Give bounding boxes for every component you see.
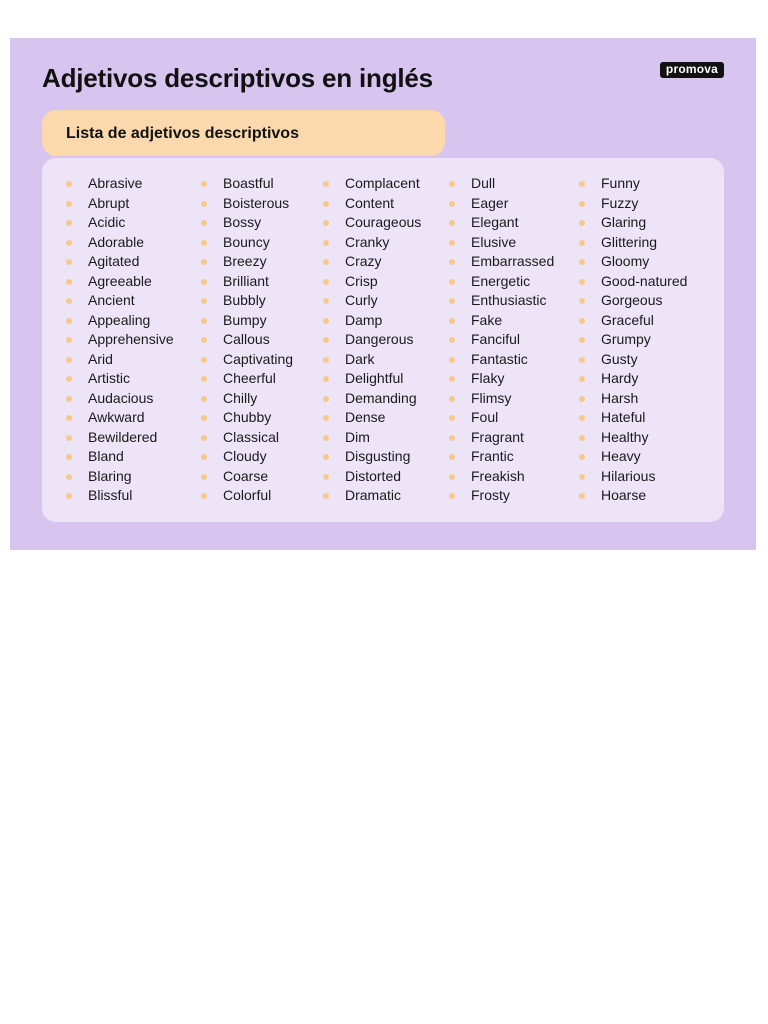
list-item-label: Artistic: [88, 370, 130, 386]
list-item-label: Callous: [223, 331, 270, 347]
list-item: [323, 252, 421, 272]
list-item: [579, 213, 687, 233]
list-item: [201, 369, 293, 389]
list-item: [323, 233, 421, 253]
bullet-icon: [449, 435, 455, 441]
adjective-column-3: [323, 174, 421, 506]
bullet-icon: [323, 415, 329, 421]
bullet-icon: [579, 474, 585, 480]
list-item: [579, 252, 687, 272]
list-item: [579, 311, 687, 331]
list-item-label: Flimsy: [471, 389, 512, 406]
list-item-label: Fantastic: [471, 350, 528, 367]
bullet-icon: [449, 376, 455, 382]
list-item-label: Disgusting: [345, 448, 411, 464]
list-item: [66, 389, 174, 409]
bullet-icon: [579, 181, 585, 187]
list-item-label: Dark: [345, 350, 375, 367]
list-item: [201, 447, 293, 467]
list-item: [66, 272, 174, 292]
bullet-icon: [323, 376, 329, 382]
bullet-icon: [579, 493, 585, 499]
list-item-label: Coarse: [223, 467, 269, 484]
bullet-icon: [579, 454, 585, 460]
adjective-column-1: [66, 174, 174, 506]
bullet-icon: [201, 396, 207, 402]
bullet-icon: [66, 337, 72, 343]
bullet-icon: [66, 435, 72, 441]
list-item: [579, 291, 687, 311]
list-item: [579, 330, 687, 350]
list-item-label: Bumpy: [223, 311, 267, 328]
list-item: [449, 252, 554, 272]
list-item-label: Frosty: [471, 487, 510, 503]
bullet-icon: [449, 259, 455, 265]
list-item: [449, 486, 554, 506]
bullet-icon: [323, 298, 329, 304]
adjective-column-2: [201, 174, 293, 506]
bullet-icon: [201, 454, 207, 460]
bullet-icon: [66, 279, 72, 285]
list-item-label: Bland: [88, 448, 124, 464]
list-item: [201, 252, 293, 272]
list-item: [579, 272, 687, 292]
list-item-label: Classical: [223, 428, 280, 445]
list-item-label: Heavy: [601, 448, 641, 464]
list-item-label: Ancient: [88, 292, 135, 308]
list-item: [201, 272, 293, 292]
list-item-label: Fuzzy: [601, 194, 639, 211]
bullet-icon: [201, 298, 207, 304]
list-item-label: Healthy: [601, 428, 649, 445]
bullet-icon: [323, 435, 329, 441]
list-item-label: Hoarse: [601, 487, 647, 503]
bullet-icon: [323, 474, 329, 480]
list-item-label: Chilly: [223, 389, 258, 406]
list-item: [449, 369, 554, 389]
adjective-list-panel: [42, 158, 724, 522]
list-item-label: Flaky: [471, 370, 505, 386]
list-item: [449, 272, 554, 292]
bullet-icon: [449, 357, 455, 363]
bullet-icon: [201, 415, 207, 421]
bullet-icon: [579, 201, 585, 207]
list-item-label: Content: [345, 194, 395, 211]
list-item: [66, 233, 174, 253]
bullet-icon: [449, 396, 455, 402]
list-item: [66, 486, 174, 506]
bullet-icon: [201, 376, 207, 382]
list-item-label: Chubby: [223, 409, 272, 425]
list-item: [449, 194, 554, 214]
list-item-label: Hardy: [601, 370, 639, 386]
list-item-label: Acidic: [88, 214, 126, 230]
bullet-icon: [201, 337, 207, 343]
list-item: [201, 389, 293, 409]
bullet-icon: [579, 396, 585, 402]
bullet-icon: [66, 454, 72, 460]
list-item-label: Demanding: [345, 389, 417, 406]
list-item-label: Bubbly: [223, 292, 266, 308]
list-item-label: Agitated: [88, 253, 140, 269]
list-item-label: Cheerful: [223, 370, 276, 386]
list-item-label: Boisterous: [223, 194, 290, 211]
list-item-label: Harsh: [601, 389, 639, 406]
list-item: [323, 330, 421, 350]
bullet-icon: [201, 435, 207, 441]
bullet-icon: [449, 493, 455, 499]
list-item: [66, 252, 174, 272]
bullet-icon: [579, 240, 585, 246]
list-item: [449, 233, 554, 253]
list-item: [579, 408, 687, 428]
list-item: [201, 233, 293, 253]
list-item: [201, 486, 293, 506]
list-item: [323, 428, 421, 448]
list-item-label: Bewildered: [88, 428, 158, 445]
list-item-label: Cloudy: [223, 448, 267, 464]
bullet-icon: [579, 435, 585, 441]
bullet-icon: [66, 318, 72, 324]
list-item: [579, 194, 687, 214]
infographic-card: [10, 38, 756, 550]
list-item: [201, 213, 293, 233]
bullet-icon: [201, 220, 207, 226]
bullet-icon: [579, 279, 585, 285]
bullet-icon: [201, 259, 207, 265]
bullet-icon: [449, 415, 455, 421]
list-item-label: Elusive: [471, 233, 517, 250]
list-item-label: Funny: [601, 175, 640, 191]
list-item-label: Apprehensive: [88, 331, 174, 347]
list-item-label: Bossy: [223, 214, 262, 230]
list-item: [449, 428, 554, 448]
list-item: [323, 486, 421, 506]
list-item-label: Distorted: [345, 467, 402, 484]
list-item: [323, 272, 421, 292]
bullet-icon: [579, 259, 585, 265]
list-item-label: Agreeable: [88, 272, 152, 289]
list-item-label: Dim: [345, 428, 370, 445]
bullet-icon: [66, 220, 72, 226]
list-item: [66, 350, 174, 370]
list-item: [66, 467, 174, 487]
list-item: [579, 369, 687, 389]
bullet-icon: [323, 240, 329, 246]
list-item: [323, 369, 421, 389]
list-item-label: Captivating: [223, 350, 294, 367]
list-item-label: Audacious: [88, 389, 154, 406]
list-item-label: Gloomy: [601, 253, 650, 269]
bullet-icon: [66, 357, 72, 363]
bullet-icon: [323, 357, 329, 363]
list-item: [66, 174, 174, 194]
list-item: [66, 330, 174, 350]
list-item: [323, 350, 421, 370]
subtitle: Lista de adjetivos descriptivos: [66, 125, 299, 142]
list-item: [201, 174, 293, 194]
bullet-icon: [201, 240, 207, 246]
list-item: [201, 408, 293, 428]
list-item-label: Hilarious: [601, 467, 656, 484]
page-title: Adjetivos descriptivos en inglés: [42, 63, 433, 93]
list-item-label: Delightful: [345, 370, 404, 386]
list-item: [323, 194, 421, 214]
list-item: [449, 213, 554, 233]
list-item: [579, 467, 687, 487]
bullet-icon: [323, 337, 329, 343]
bullet-icon: [201, 474, 207, 480]
subtitle-bar: [42, 110, 445, 156]
bullet-icon: [66, 240, 72, 246]
list-item-label: Dangerous: [345, 331, 414, 347]
list-item: [323, 447, 421, 467]
bullet-icon: [66, 201, 72, 207]
list-item: [66, 194, 174, 214]
list-item: [579, 350, 687, 370]
bullet-icon: [449, 279, 455, 285]
list-item-label: Colorful: [223, 487, 272, 503]
list-item: [201, 291, 293, 311]
list-item-label: Dramatic: [345, 487, 402, 503]
bullet-icon: [579, 357, 585, 363]
bullet-icon: [579, 298, 585, 304]
bullet-icon: [66, 298, 72, 304]
list-item-label: Hateful: [601, 409, 646, 425]
list-item-label: Blaring: [88, 467, 132, 484]
list-item: [201, 311, 293, 331]
bullet-icon: [579, 376, 585, 382]
list-item: [449, 389, 554, 409]
adjective-column-4: [449, 174, 554, 506]
list-item-label: Dull: [471, 175, 496, 191]
list-item-label: Complacent: [345, 175, 420, 191]
bullet-icon: [323, 220, 329, 226]
list-item-label: Fake: [471, 311, 503, 328]
list-item-label: Embarrassed: [471, 253, 555, 269]
list-item-label: Glittering: [601, 233, 658, 250]
list-item: [323, 311, 421, 331]
brand-logo: promova: [660, 62, 724, 78]
bullet-icon: [579, 415, 585, 421]
list-item: [66, 428, 174, 448]
list-item-label: Dense: [345, 409, 386, 425]
list-item: [323, 174, 421, 194]
bullet-icon: [201, 279, 207, 285]
bullet-icon: [66, 376, 72, 382]
list-item-label: Graceful: [601, 311, 654, 328]
list-item: [323, 213, 421, 233]
list-item: [449, 350, 554, 370]
bullet-icon: [449, 454, 455, 460]
list-item: [66, 369, 174, 389]
list-item-label: Energetic: [471, 272, 531, 289]
list-item: [579, 174, 687, 194]
bullet-icon: [66, 181, 72, 187]
list-item: [579, 389, 687, 409]
bullet-icon: [323, 396, 329, 402]
bullet-icon: [323, 279, 329, 285]
bullet-icon: [579, 337, 585, 343]
bullet-icon: [449, 220, 455, 226]
list-item: [201, 467, 293, 487]
list-item: [449, 467, 554, 487]
list-item-label: Glaring: [601, 214, 647, 230]
bullet-icon: [66, 415, 72, 421]
list-item-label: Abrasive: [88, 175, 143, 191]
list-item: [66, 311, 174, 331]
list-item: [323, 291, 421, 311]
adjective-column-5: [579, 174, 687, 506]
bullet-icon: [449, 201, 455, 207]
bullet-icon: [449, 181, 455, 187]
list-item-label: Grumpy: [601, 331, 651, 347]
list-item: [323, 467, 421, 487]
list-item: [201, 428, 293, 448]
list-item-label: Fragrant: [471, 428, 524, 445]
list-item-label: Courageous: [345, 214, 422, 230]
list-item: [323, 408, 421, 428]
bullet-icon: [66, 396, 72, 402]
list-item: [66, 447, 174, 467]
list-item-label: Abrupt: [88, 194, 130, 211]
list-item: [579, 447, 687, 467]
bullet-icon: [201, 181, 207, 187]
list-item: [323, 389, 421, 409]
list-item-label: Eager: [471, 194, 509, 211]
bullet-icon: [201, 201, 207, 207]
bullet-icon: [323, 181, 329, 187]
bullet-icon: [201, 318, 207, 324]
bullet-icon: [66, 493, 72, 499]
list-item: [201, 350, 293, 370]
list-item-label: Blissful: [88, 487, 133, 503]
list-item: [66, 213, 174, 233]
list-item-label: Boastful: [223, 175, 274, 191]
list-item: [449, 174, 554, 194]
list-item-label: Curly: [345, 292, 378, 308]
list-item-label: Good-natured: [601, 272, 688, 289]
list-item-label: Breezy: [223, 253, 267, 269]
bullet-icon: [449, 298, 455, 304]
bullet-icon: [449, 337, 455, 343]
list-item: [201, 194, 293, 214]
list-item-label: Bouncy: [223, 233, 270, 250]
list-item-label: Adorable: [88, 233, 145, 250]
list-item: [66, 408, 174, 428]
list-item-label: Awkward: [88, 409, 145, 425]
bullet-icon: [66, 474, 72, 480]
list-item: [449, 291, 554, 311]
list-item-label: Damp: [345, 311, 383, 328]
list-item-label: Frantic: [471, 448, 514, 464]
list-item-label: Freakish: [471, 467, 525, 484]
list-item: [449, 408, 554, 428]
list-item-label: Elegant: [471, 214, 519, 230]
bullet-icon: [323, 201, 329, 207]
bullet-icon: [66, 259, 72, 265]
list-item-label: Fanciful: [471, 331, 521, 347]
bullet-icon: [323, 259, 329, 265]
bullet-icon: [201, 493, 207, 499]
list-item-label: Foul: [471, 409, 499, 425]
list-item-label: Cranky: [345, 233, 390, 250]
list-item-label: Gusty: [601, 350, 638, 367]
list-item-label: Arid: [88, 350, 113, 367]
list-item: [579, 486, 687, 506]
list-item-label: Crazy: [345, 253, 382, 269]
list-item-label: Enthusiastic: [471, 292, 547, 308]
bullet-icon: [579, 220, 585, 226]
bullet-icon: [323, 318, 329, 324]
list-item: [579, 233, 687, 253]
list-item: [201, 330, 293, 350]
list-item: [449, 311, 554, 331]
list-item: [449, 447, 554, 467]
list-item-label: Gorgeous: [601, 292, 663, 308]
bullet-icon: [449, 474, 455, 480]
bullet-icon: [449, 318, 455, 324]
list-item: [449, 330, 554, 350]
list-item-label: Brilliant: [223, 272, 269, 289]
list-item: [579, 428, 687, 448]
bullet-icon: [201, 357, 207, 363]
bullet-icon: [579, 318, 585, 324]
list-item-label: Crisp: [345, 272, 378, 289]
bullet-icon: [323, 454, 329, 460]
bullet-icon: [323, 493, 329, 499]
list-item: [66, 291, 174, 311]
bullet-icon: [449, 240, 455, 246]
list-item-label: Appealing: [88, 311, 151, 328]
